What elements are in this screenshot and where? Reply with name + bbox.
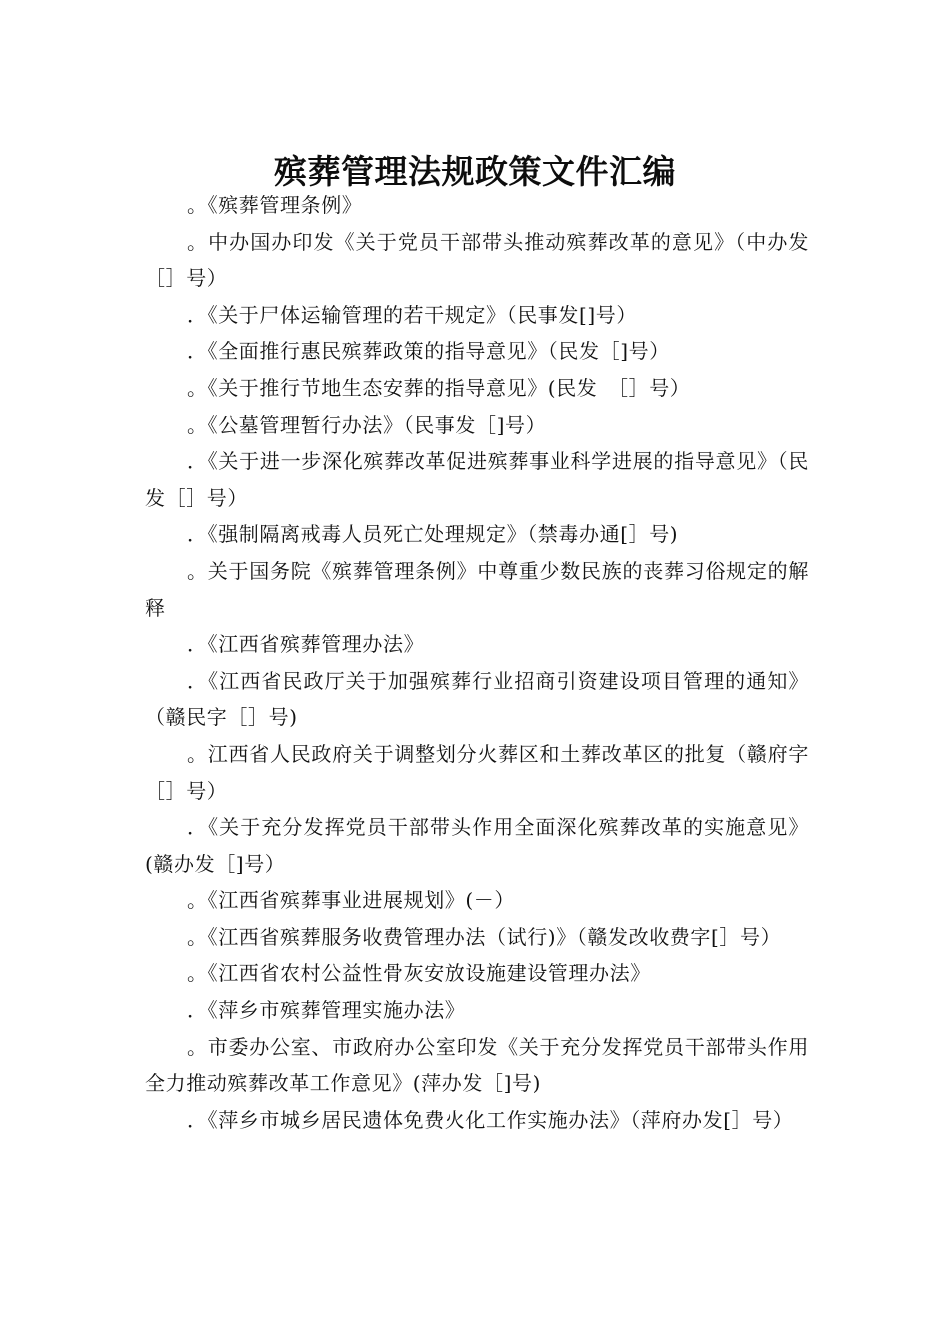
list-item-15: 。《江西省殡葬服务收费管理办法（试行)》（赣发改收费字[］号） <box>187 924 782 949</box>
list-item-8: ．《强制隔离戒毒人员死亡处理规定》（禁毒办通[］号) <box>187 522 679 547</box>
list-item-14: 。《江西省殡葬事业进展规划》(－） <box>187 888 516 913</box>
list-item-17: ．《萍乡市殡葬管理实施办法》 <box>187 998 466 1023</box>
list-item-19: ．《萍乡市城乡居民遗体免费火化工作实施办法》（萍府办发[］号） <box>187 1107 794 1132</box>
list-item-9: 。关于国务院《殡葬管理条例》中尊重少数民族的丧葬习俗规定的解释 <box>145 558 809 620</box>
list-item-13: ．《关于充分发挥党员干部带头作用全面深化殡葬改革的实施意见》(赣办发［]号） <box>145 815 809 876</box>
list-item-6: 。《公墓管理暂行办法》（民事发［]号） <box>187 412 547 437</box>
list-item-11: ．《江西省民政厅关于加强殡葬行业招商引资建设项目管理的通知》（赣民字［］号) <box>145 668 809 730</box>
list-item-10: ．《江西省殡葬管理办法》 <box>187 632 425 657</box>
list-item-1: 。《殡葬管理条例》 <box>187 193 363 217</box>
list-item-3: ．《关于尸体运输管理的若干规定》（民事发[]号） <box>187 302 638 327</box>
list-item-16: 。《江西省农村公益性骨灰安放设施建设管理办法》 <box>187 961 651 986</box>
list-item-2: 。中办国办印发《关于党员干部带头推动殡葬改革的意见》（中办发［］号） <box>145 229 809 291</box>
list-item-4: ．《全面推行惠民殡葬政策的指导意见》（民发［]号） <box>187 339 670 364</box>
document-title: 殡葬管理法规政策文件汇编 <box>274 152 676 192</box>
list-item-18: 。市委办公室、市政府办公室印发《关于充分发挥党员干部带头作用全力推动殡葬改革工作意见》(萍办发［]号) <box>145 1034 809 1096</box>
list-item-12: 。江西省人民政府关于调整划分火葬区和土葬改革区的批复（赣府字［］号） <box>145 741 809 803</box>
list-item-7: ．《关于进一步深化殡葬改革促进殡葬事业科学进展的指导意见》（民发［］号） <box>145 449 809 510</box>
document-list <box>145 187 809 1138</box>
list-item-5: 。《关于推行节地生态安葬的指导意见》(民发 ［］号） <box>187 375 691 400</box>
